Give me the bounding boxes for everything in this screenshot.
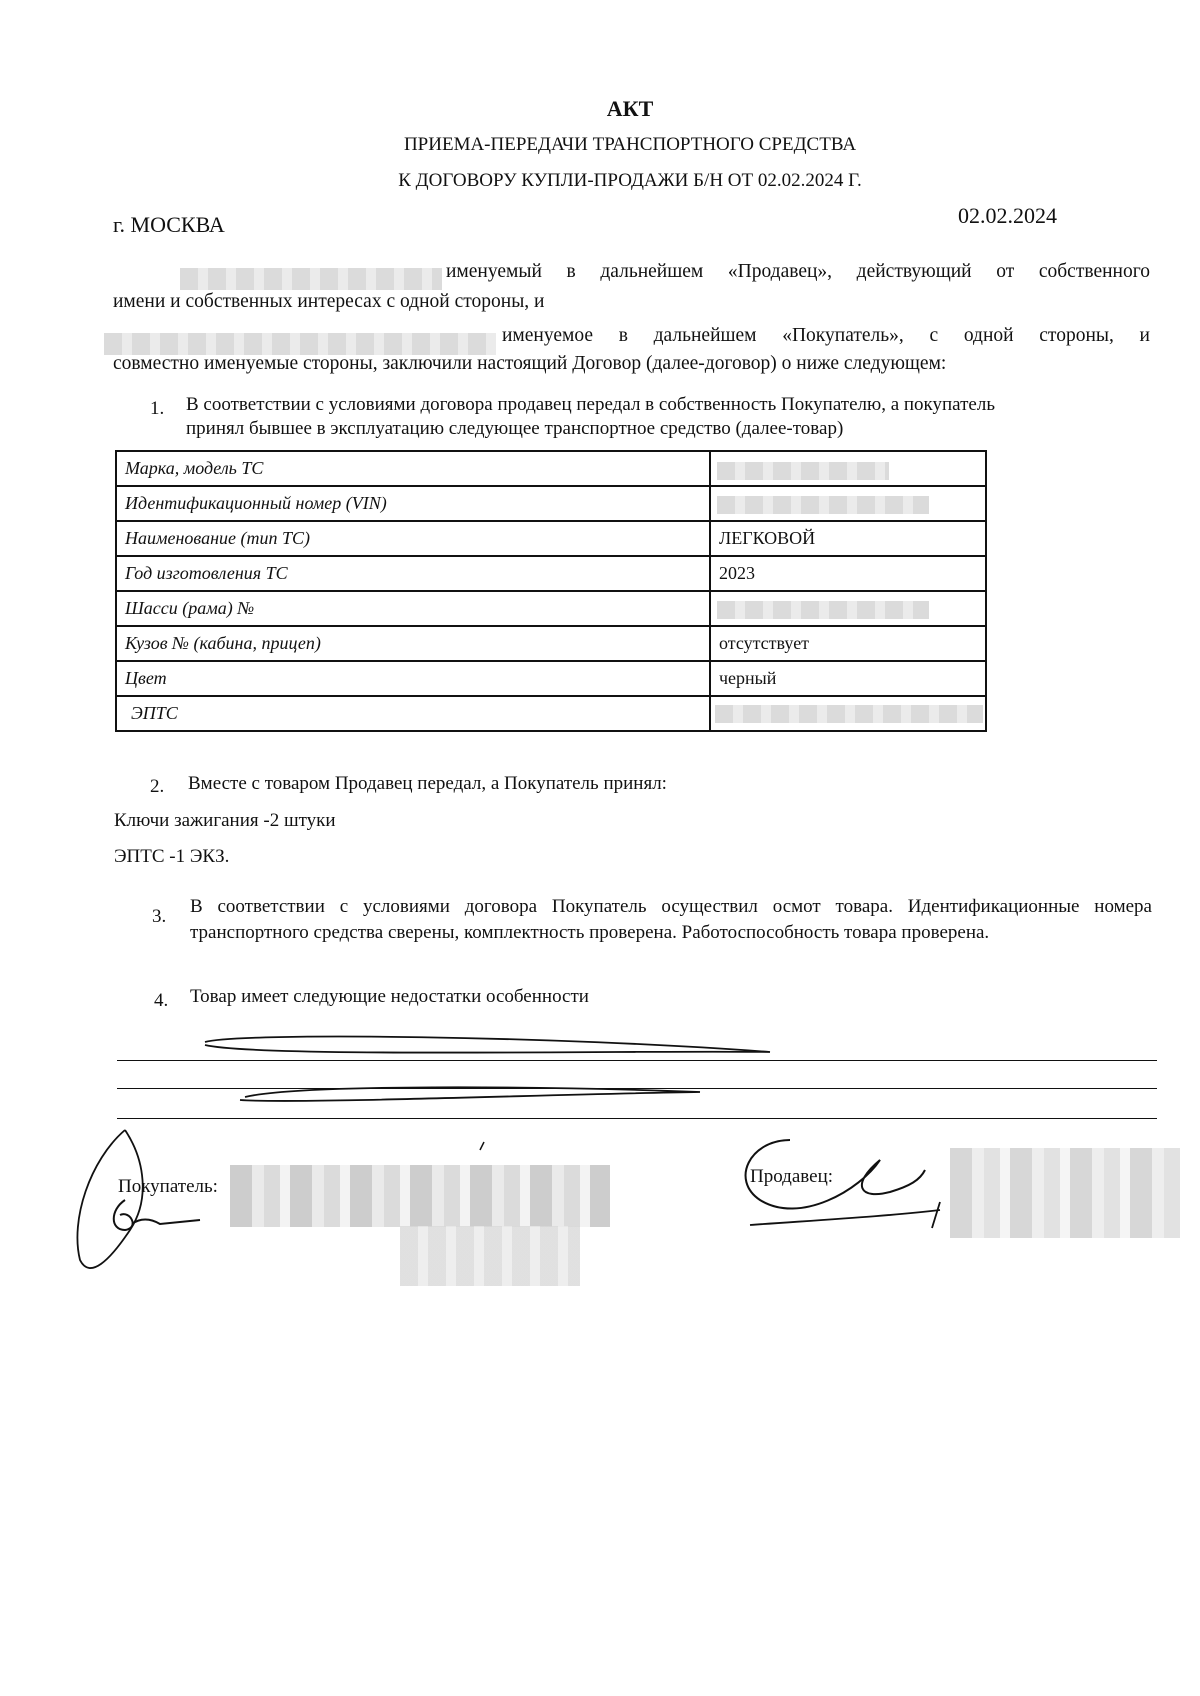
item-4-text: Товар имеет следующие недостатки особенности <box>190 986 589 1007</box>
item-4-number: 4. <box>154 990 169 1011</box>
seller-signature <box>730 1130 970 1240</box>
intro-seller-line-2: имени и собственных интересах с одной стороны, и <box>113 291 545 312</box>
item-1-line-1: В соответствии с условиями договора продавец передал в собственность Покупателю, а покупатель <box>186 394 995 415</box>
item-2-text: Вместе с товаром Продавец передал, а Покупатель принял: <box>188 773 667 794</box>
spec-value: отсутствует <box>710 626 986 661</box>
item-1-number: 1. <box>150 398 165 419</box>
spec-value: черный <box>710 661 986 696</box>
spec-value: 2023 <box>710 556 986 591</box>
buyer-signature-label: Покупатель: <box>118 1176 218 1197</box>
item-1-line-2: принял бывшее в эксплуатацию следующее транспортное средство (далее-товар) <box>186 418 844 439</box>
document-date: 02.02.2024 <box>958 203 1057 228</box>
spec-label: Кузов № (кабина, прицеп) <box>116 626 710 661</box>
spec-value: ЛЕГКОВОЙ <box>710 521 986 556</box>
redacted-buyer-signature-name <box>230 1165 610 1227</box>
redacted-buyer-signature-extra <box>400 1226 580 1286</box>
spec-label: Год изготовления ТС <box>116 556 710 591</box>
document-title: АКТ <box>606 96 654 121</box>
seller-signature-label: Продавец: <box>750 1166 834 1187</box>
item-3-line-1: В соответствии с условиями договора Покупатель осуществил осмот товара. Идентификационные номера <box>190 896 1152 917</box>
intro-buyer-line-2: совместно именуемые стороны, заключили настоящий Договор (далее-договор) о ниже следующем: <box>113 353 947 374</box>
place: г. МОСКВА <box>113 212 225 237</box>
document-subtitle-1: ПРИЕМА-ПЕРЕДАЧИ ТРАНСПОРТНОГО СРЕДСТВА <box>403 134 857 155</box>
item-2-number: 2. <box>150 776 165 797</box>
document-subtitle-2: К ДОГОВОРУ КУПЛИ-ПРОДАЖИ Б/Н ОТ 02.02.2024 Г. <box>398 170 862 191</box>
item-2-keys: Ключи зажигания -2 штуки <box>114 810 336 831</box>
intro-seller-line-1: именуемый в дальнейшем «Продавец», действующий от собственного <box>446 261 1150 282</box>
spec-label: Шасси (рама) № <box>116 591 710 626</box>
redacted-seller-signature-name <box>950 1148 1180 1238</box>
spec-label: Марка, модель ТС <box>116 451 710 486</box>
spec-label: ЭПТС <box>116 696 710 731</box>
intro-buyer-line-1: именуемое в дальнейшем «Покупатель», с одной стороны, и <box>502 325 1150 346</box>
item-2-epts: ЭПТС -1 ЭКЗ. <box>114 846 230 867</box>
spec-label: Наименование (тип ТС) <box>116 521 710 556</box>
item-3-number: 3. <box>152 906 167 927</box>
spec-label: Цвет <box>116 661 710 696</box>
spec-label: Идентификационный номер (VIN) <box>116 486 710 521</box>
item-3-line-2: транспортного средства сверены, комплектность проверена. Работоспособность товара проверена. <box>190 922 990 943</box>
buyer-signature <box>70 1120 230 1280</box>
